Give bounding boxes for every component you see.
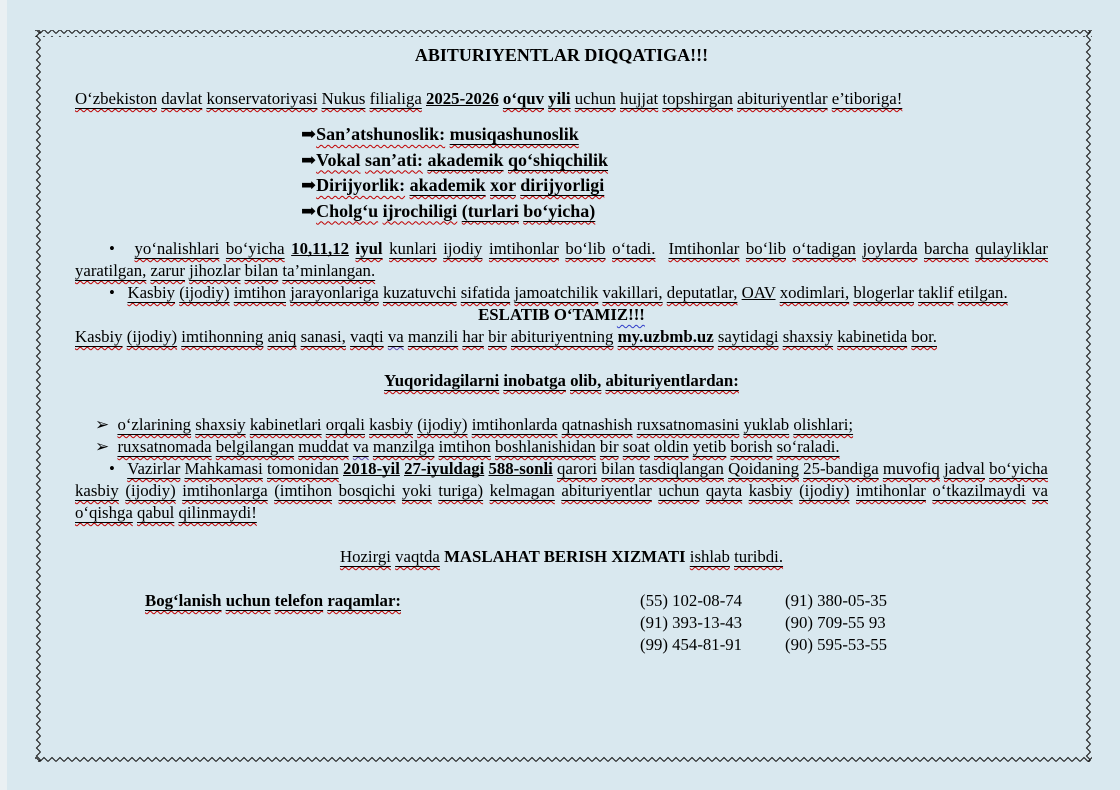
phone-number: (55) 102-08-74: [640, 591, 743, 610]
contact-label: Bog‘lanish uchun telefon raqamlar:: [145, 591, 401, 610]
phone-number: (90) 595-53-55: [785, 635, 888, 654]
list-item-bullet: • yo‘nalishlari bo‘yicha 10,11,12 iyul kunlari ijodiy imtihonlar bo‘lib o‘tadi. Imtihonlar bo‘lib o‘tadigan joylarda barcha qulayliklar yaratilgan, zarur jihozlar bilan ta’minlangan.: [75, 239, 1048, 280]
paragraph: Kasbiy (ijodiy) imtihonning aniq sanasi, vaqti va manzili har bir abituriyentning my.uzbmb.uz saytidagi shaxsiy kabinetida bor.: [75, 327, 937, 346]
list-item-chevron: ➢ ruxsatnomada belgilangan muddat va manzilga imtihon boshlanishidan bir soat oldin yetib borish so‘raladi.: [95, 437, 840, 456]
list-item-bullet: • Kasbiy (ijodiy) imtihon jarayonlariga kuzatuvchi sifatida jamoatchilik vakillari, deputatlar, OAV xodimlari, blogerlar taklif etilgan.: [109, 283, 1008, 302]
phone-number: (90) 709-55 93: [785, 613, 886, 632]
list-item-bullet: • Vazirlar Mahkamasi tomonidan 2018-yil 27-iyuldagi 588-sonli qarori bilan tasdiqlangan Qoidaning 25-bandiga muvofiq jadval bo‘yicha kasbiy (ijodiy) imtihonlarga (imtihon bosqichi yoki turiga) kelmagan abituriyentlar uchun qayta kasbiy (ijodiy) imtihonlar o‘tkazilmaydi va o‘qishga qabul qilinmaydi!: [75, 459, 1048, 522]
document-title: ABITURIYENTLAR DIQQATIGA!!!: [414, 45, 709, 65]
phone-number: (91) 380-05-35: [785, 591, 888, 610]
phone-numbers: [640, 590, 945, 656]
list-item-arrow: ➡Cholg‘u ijrochiligi (turlari bo‘yicha): [301, 200, 596, 221]
list-item-arrow: ➡San’atshunoslik: musiqashunoslik: [301, 124, 579, 144]
phone-number: (99) 454-81-91: [640, 635, 743, 654]
centered-line: Hozirgi vaqtda MASLAHAT BERISH XIZMATI ishlab turibdi.: [339, 547, 784, 566]
announcement-document: [75, 44, 1048, 656]
list-item-arrow: ➡Vokal san’ati: akademik qo‘shiqchilik: [301, 149, 609, 170]
border-left: [35, 30, 42, 762]
document-blocks: [75, 88, 1048, 656]
centered-line: Yuqoridagilarni inobatga olib, abituriyentlardan:: [384, 371, 739, 390]
window-edge: [0, 0, 7, 790]
border-right: [1085, 30, 1092, 762]
list-item-arrow: ➡Dirijyorlik: akademik xor dirijyorligi: [301, 175, 605, 195]
border-bottom: [35, 755, 1092, 762]
phone-number: (91) 393-13-43: [640, 613, 743, 632]
centered-line: ESLATIB O‘TAMIZ!!!: [478, 305, 645, 324]
contact-section: [75, 590, 1048, 656]
list-item-chevron: ➢ o‘zlarining shaxsiy kabinetlari orqali kasbiy (ijodiy) imtihonlarda qatnashish ruxsatnomasini yuklab olishlari;: [95, 415, 854, 434]
paragraph: O‘zbekiston davlat konservatoriyasi Nukus filialiga 2025-2026 o‘quv yili uchun hujjat topshirgan abituriyentlar e’tiboriga!: [75, 89, 903, 108]
specialty-list: [75, 122, 1048, 224]
border-top: [35, 30, 1092, 37]
